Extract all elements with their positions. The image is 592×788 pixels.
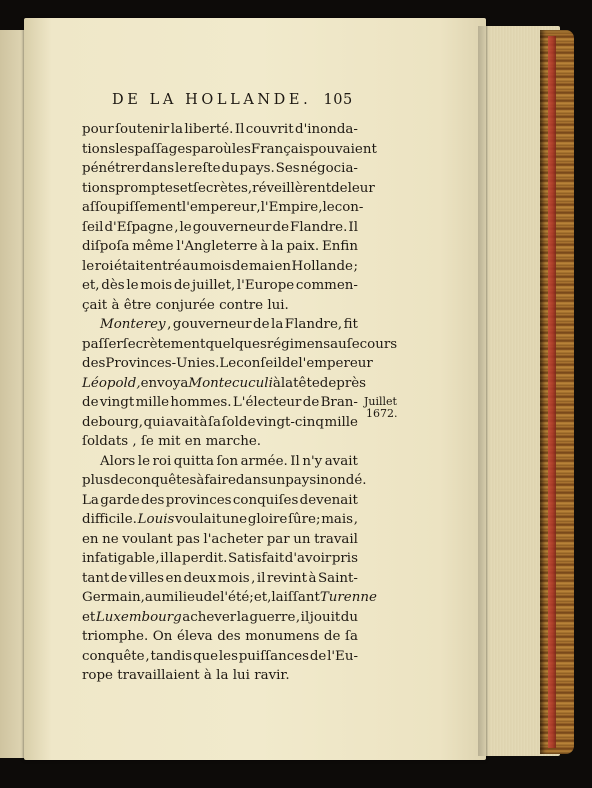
text-line: ſeil d'Eſpagne , le gouverneur de Flandre. Il [82, 219, 358, 235]
text-line: aſſoupiſſement l'empereur , l'Empire, le con- [82, 200, 364, 215]
text-line: çait à être conjurée contre lui. [82, 297, 289, 313]
text-line: diſpoſa même l'Angleterre à la paix. Enfin [82, 239, 358, 254]
text-line: Alors le roi quitta ſon armée. Il n'y avait [100, 453, 358, 469]
text-line: infatigable , il la perdit. Satisfait d'avoir pris [82, 551, 358, 566]
binding-red-ribbon [548, 36, 556, 748]
text-line: Léopold, envoya Montecuculi à la tête de près [82, 375, 367, 391]
text-line: tant de villes en deux mois , il revint à Saint- [82, 570, 358, 586]
text-line: ſoldats , ſe mit en marche. [82, 434, 261, 449]
text-line: en ne voulant pas l'acheter par un travail [82, 531, 358, 547]
text-line: paſſer ſecrètement quelques régimens au ſecours [82, 336, 398, 352]
text-line: le roi était entré au mois de mai en Hollande ; [82, 258, 358, 274]
margin-note-year: 1672. [366, 407, 398, 420]
text-line: de vingt mille hommes. L'électeur de Bran- [82, 395, 358, 410]
text-line: pour ſoutenir la liberté. Il couvrit d'inonda- [82, 122, 358, 137]
text-line: et, dès le mois de juillet, l'Europe commen- [82, 278, 358, 293]
text-line: La garde des provinces conquiſes devenait [82, 492, 358, 508]
book-spine-binding [540, 30, 574, 754]
text-line: plus de conquêtes à faire dans un pays inondé. [82, 473, 367, 488]
text-line: difficile. Louis voulait une gloire ſûre; mais , [82, 512, 358, 527]
text-line: Germain, au milieu de l'été ; et, laiſſant Turenne [82, 590, 377, 605]
running-head [112, 92, 362, 108]
margin-note-month: Juillet [364, 395, 397, 408]
text-line: rope travaillaient à la lui ravir. [82, 668, 290, 683]
text-line: des Provinces-Unies. Le conſeil de l'empereur [82, 356, 373, 371]
text-line: et Luxembourg achever la guerre , il jouit du [82, 609, 358, 625]
text-line: Monterey , gouverneur de la Flandre, fit [100, 317, 358, 332]
margin-note [364, 396, 398, 420]
page-number: 105 [323, 92, 353, 108]
text-line: tions promptes et ſecrètes, réveillèrent de leur [82, 180, 375, 196]
text-line: triomphe. On éleva des monumens de ſa [82, 629, 358, 644]
text-line: conquête , tandis que les puiſſances de l'Eu- [82, 648, 358, 664]
gutter-shadow [478, 26, 488, 756]
text-line: debourg, qui avait à ſa ſolde vingt-cinq mille [82, 414, 358, 430]
text-line: tions les paſſages par où les Français pouvaient [82, 141, 377, 157]
text-line: pénétrer dans le reſte du pays. Ses négocia- [82, 161, 358, 176]
running-head-title: DE LA HOLLANDE. [112, 92, 312, 108]
